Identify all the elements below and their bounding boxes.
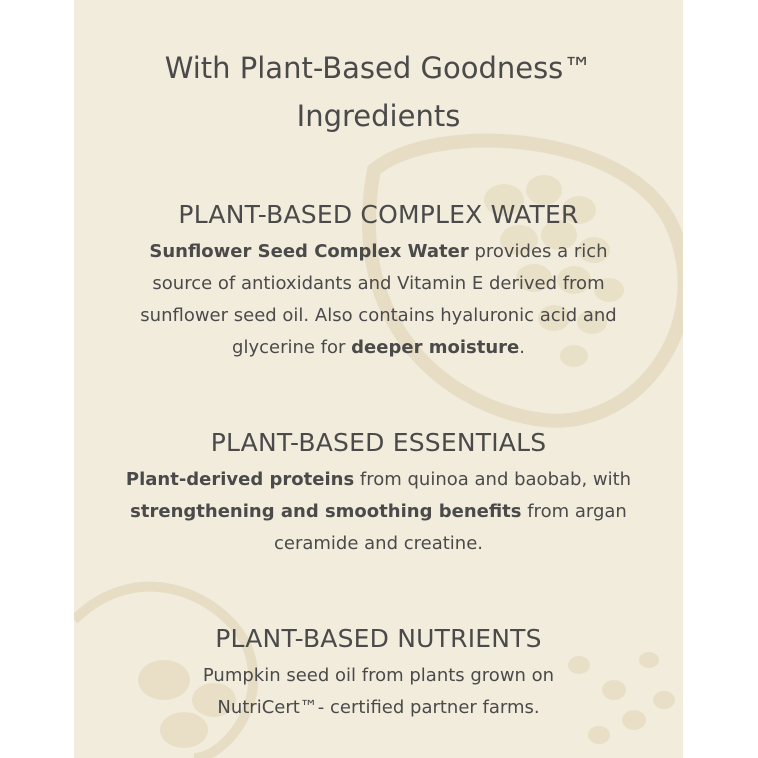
ingredients-panel (74, 0, 683, 758)
body-text: provides a rich source of antioxidants and Vitamin E derived from sunflower seed oil. Also contains hyaluronic acid and glycerine for (140, 241, 617, 358)
body-text: . (519, 337, 525, 358)
title-line-2: Ingredients (296, 99, 461, 133)
section-body (179, 660, 579, 724)
body-text: from argan ceramide and creatine. (273, 501, 627, 554)
body-text: from quinoa and baobab, with (354, 469, 632, 490)
section-body (119, 464, 639, 560)
title-line-1: With Plant-Based Goodness™ (164, 51, 593, 85)
section-complex-water (74, 198, 683, 364)
page-title (74, 44, 683, 140)
highlight-text: deeper moisture (351, 337, 520, 358)
section-heading: PLANT-BASED ESSENTIALS (210, 428, 547, 457)
highlight-text: Sunflower Seed Complex Water (149, 241, 469, 262)
section-essentials (74, 426, 683, 560)
body-text: Pumpkin seed oil from plants grown on NutriCert™- certified partner farms. (202, 665, 555, 718)
section-heading: PLANT-BASED NUTRIENTS (215, 624, 542, 653)
section-heading: PLANT-BASED COMPLEX WATER (178, 200, 579, 229)
highlight-text: Plant-derived proteins (125, 469, 355, 490)
highlight-text: strengthening and smoothing benefits (130, 501, 522, 522)
section-nutrients (74, 622, 683, 724)
section-body (119, 236, 639, 364)
